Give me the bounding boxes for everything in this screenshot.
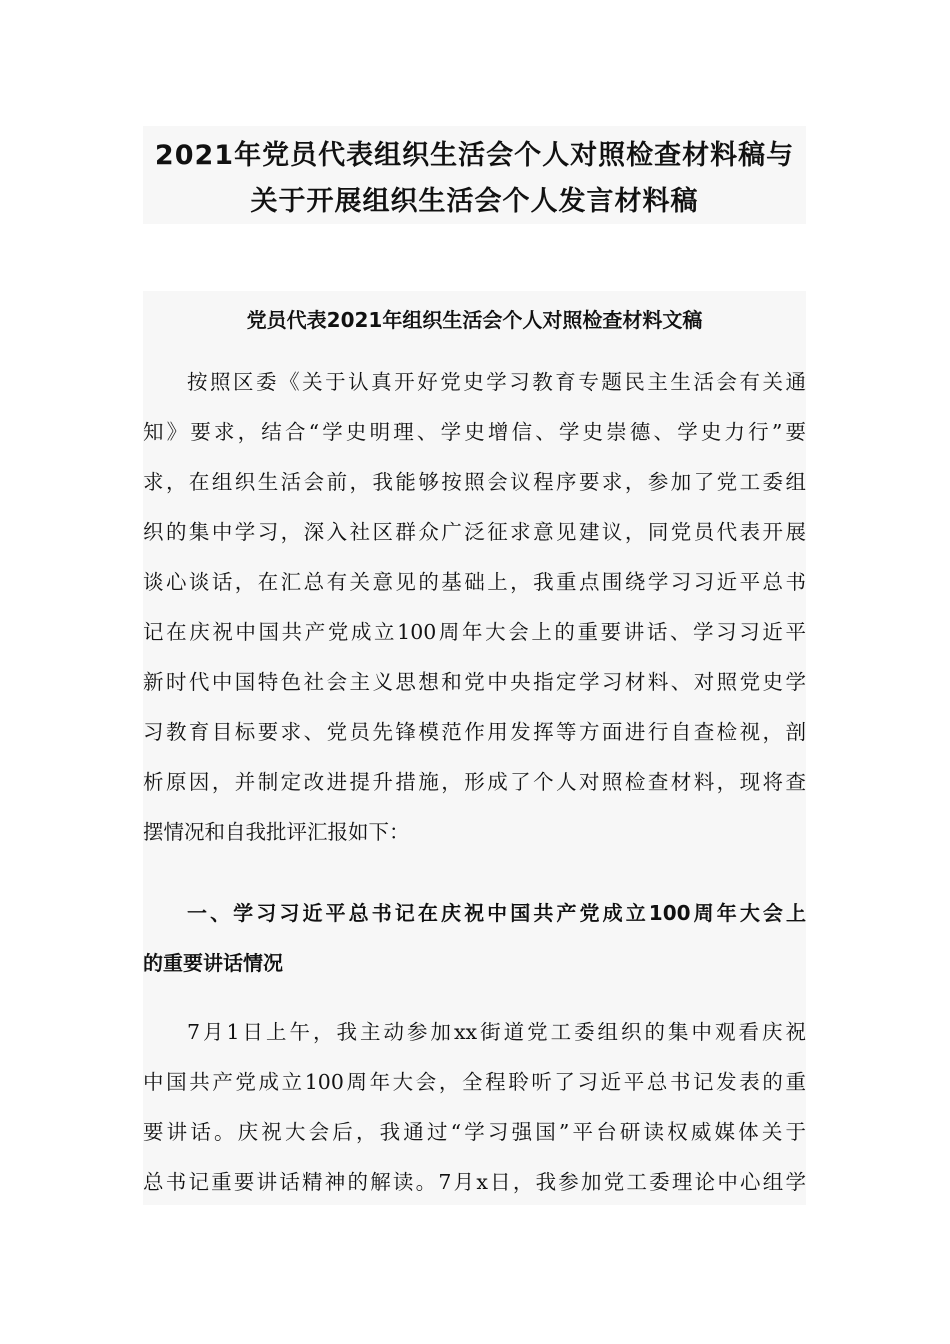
paragraph-1-line: 谈心谈话，在汇总有关意见的基础上，我重点围绕学习习近平总书 — [143, 570, 806, 594]
paragraph-1-line: 记在庆祝中国共产党成立100周年大会上的重要讲话、学习习近平 — [143, 620, 806, 644]
document-title — [143, 126, 806, 224]
title-line-1: 2021年党员代表组织生活会个人对照检查材料稿与 — [154, 140, 795, 171]
paragraph-2-line: 7月1日上午，我主动参加xx街道党工委组织的集中观看庆祝 — [187, 1020, 806, 1044]
paragraph-1-line: 新时代中国特色社会主义思想和党中央指定学习材料、对照党史学 — [143, 670, 806, 694]
document-body — [143, 291, 806, 1205]
paragraph-1-line: 织的集中学习，深入社区群众广泛征求意见建议，同党员代表开展 — [143, 520, 806, 544]
paragraph-1-line: 析原因，并制定改进提升措施，形成了个人对照检查材料，现将查 — [143, 770, 806, 794]
paragraph-1-line: 求，在组织生活会前，我能够按照会议程序要求，参加了党工委组 — [143, 470, 806, 494]
section-heading-line: 一、学习习近平总书记在庆祝中国共产党成立100周年大会上 — [187, 901, 806, 925]
section-subtitle: 党员代表2021年组织生活会个人对照检查材料文稿 — [246, 308, 703, 332]
paragraph-2-line: 总书记重要讲话精神的解读。7月x日，我参加党工委理论中心组学 — [143, 1170, 806, 1194]
paragraph-1-line: 按照区委《关于认真开好党史学习教育专题民主生活会有关通 — [187, 370, 806, 394]
paragraph-2-line: 要讲话。庆祝大会后，我通过“学习强国”平台研读权威媒体关于 — [143, 1120, 806, 1144]
paragraph-1-line: 摆情况和自我批评汇报如下： — [143, 820, 410, 844]
paragraph-1-line: 知》要求，结合“学史明理、学史增信、学史崇德、学史力行”要 — [143, 420, 806, 444]
section-heading-line: 的重要讲话情况 — [143, 951, 283, 975]
paragraph-2-line: 中国共产党成立100周年大会，全程聆听了习近平总书记发表的重 — [143, 1070, 806, 1094]
title-line-2: 关于开展组织生活会个人发言材料稿 — [250, 186, 699, 217]
paragraph-1-line: 习教育目标要求、党员先锋模范作用发挥等方面进行自查检视，剖 — [143, 720, 806, 744]
